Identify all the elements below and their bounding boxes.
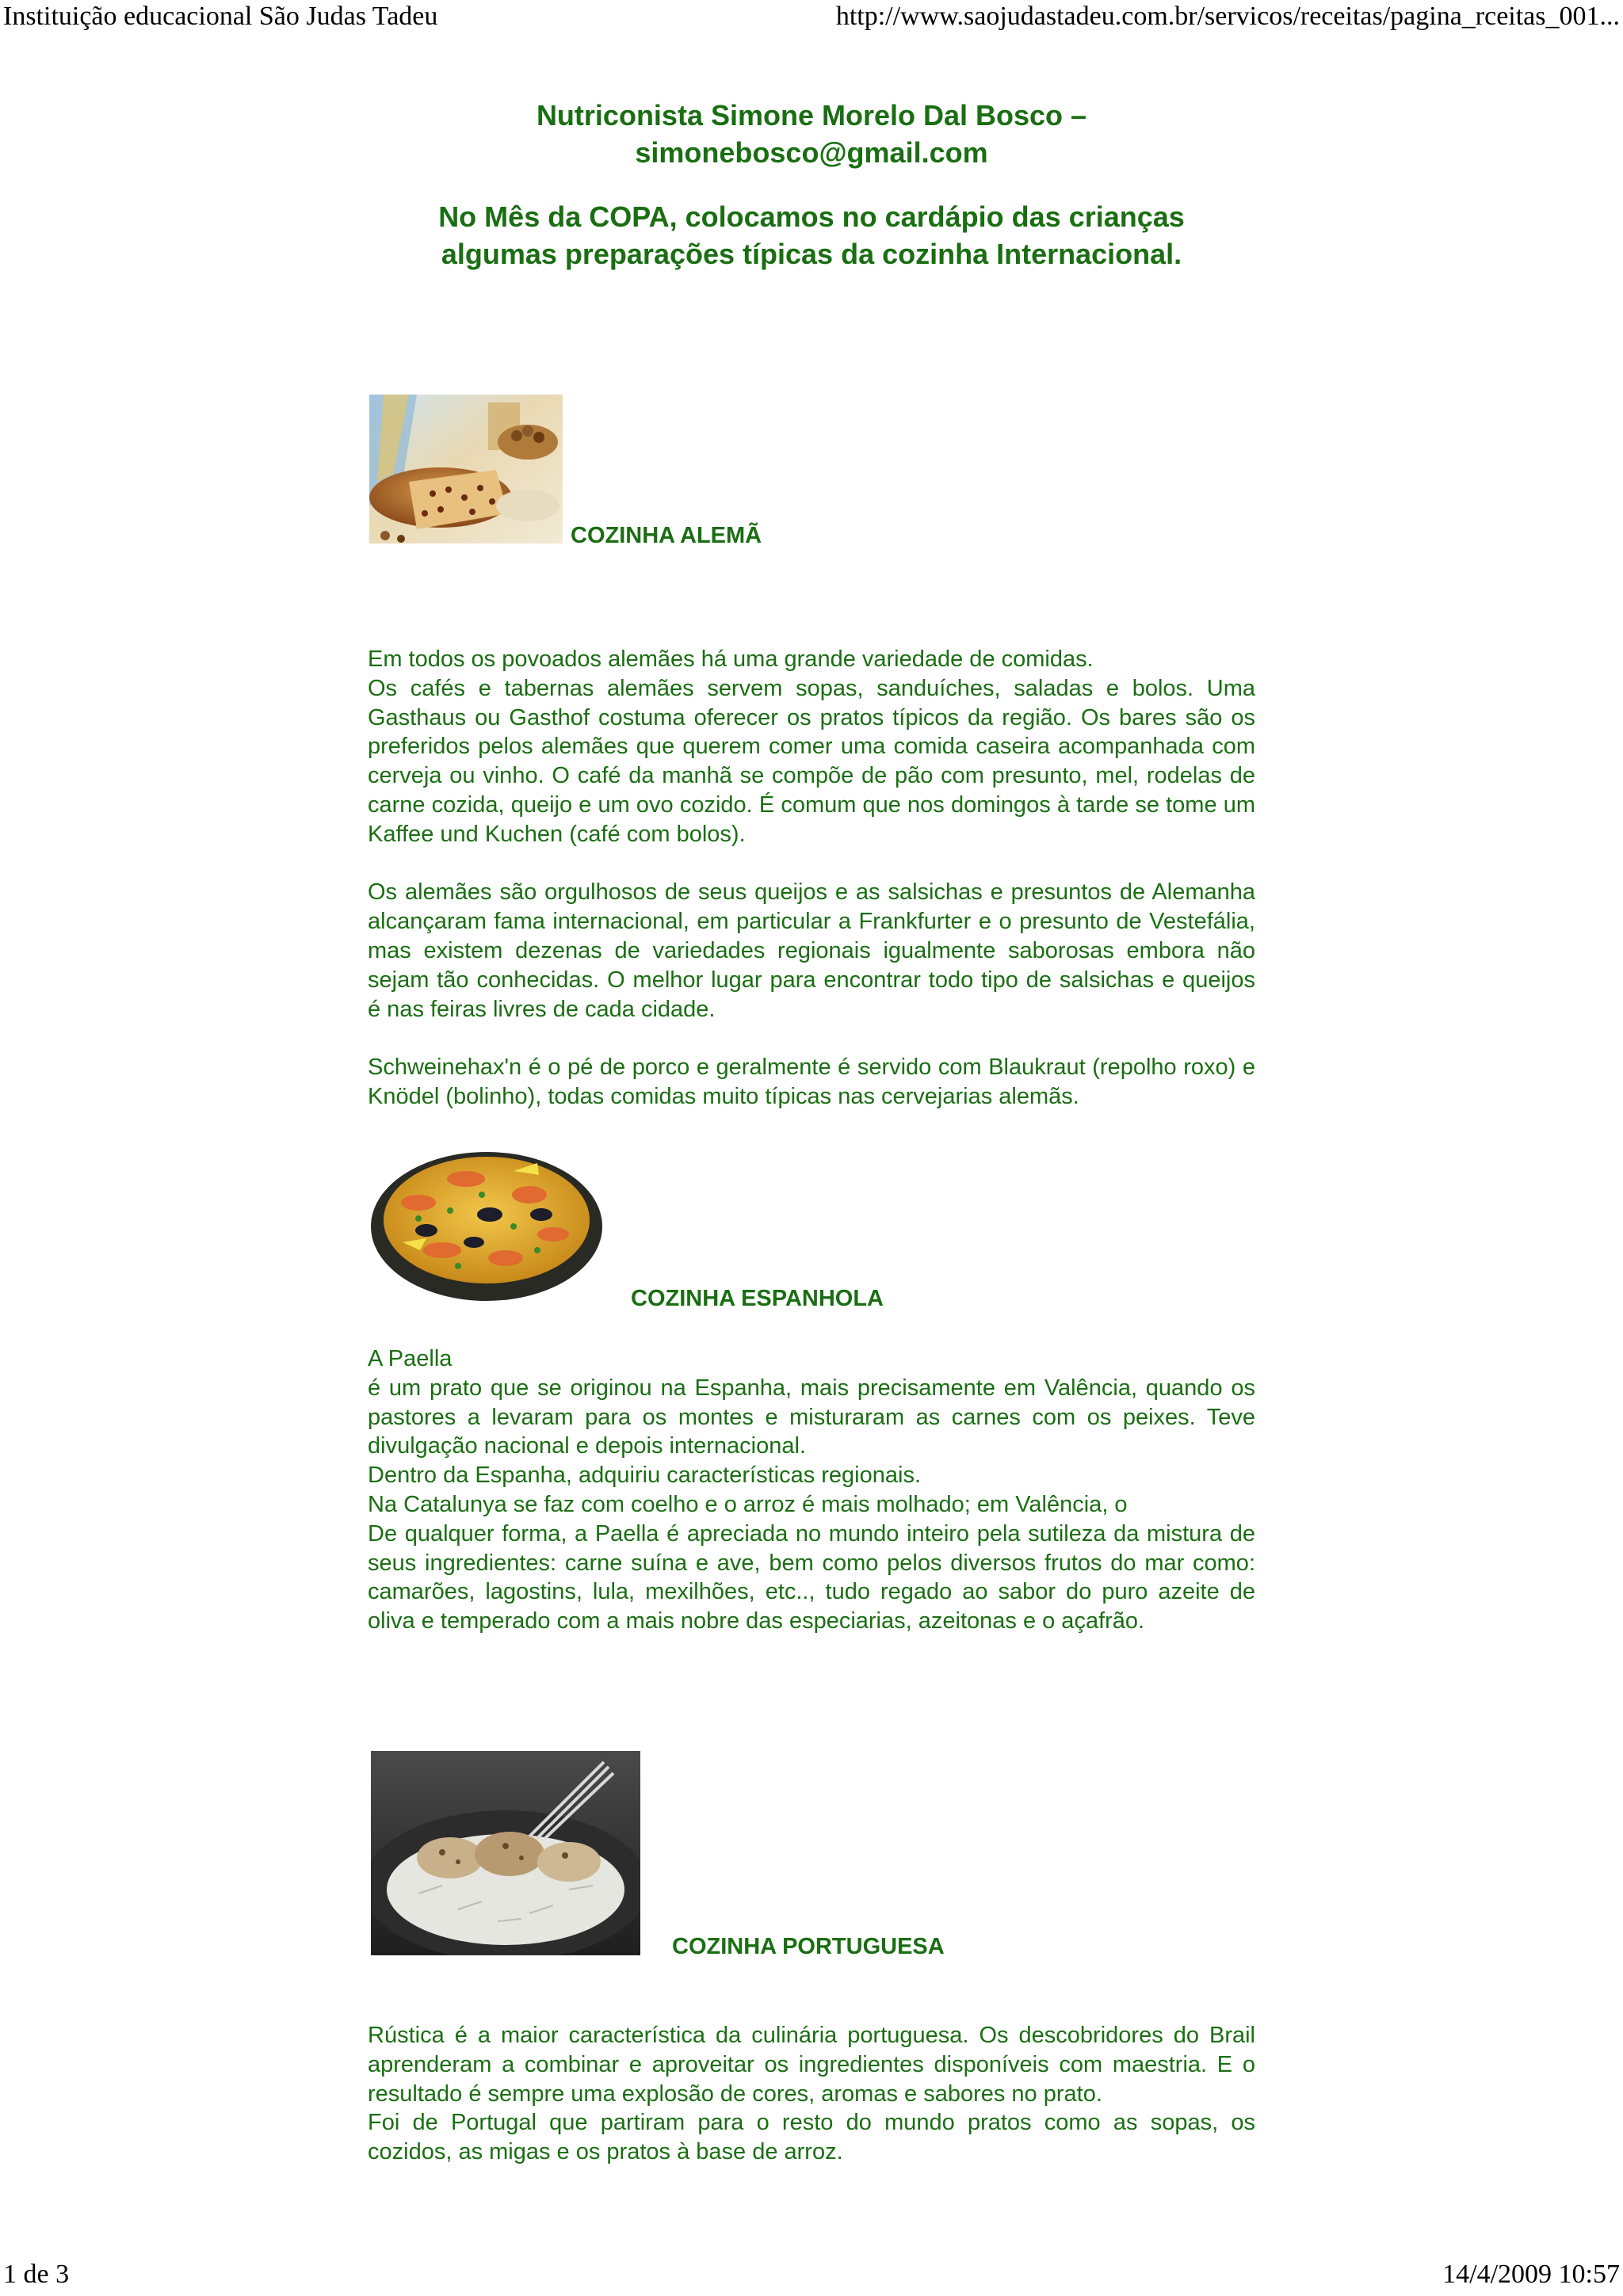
- site-name: Instituição educacional São Judas Tadeu: [3, 2, 438, 31]
- page-number: 1 de 3: [3, 2260, 70, 2289]
- section-title-portuguesa: COZINHA PORTUGUESA: [672, 1934, 945, 1959]
- print-footer: [0, 2260, 1623, 2291]
- print-datetime: 14/4/2009 10:57: [1442, 2260, 1620, 2289]
- german-food-photo: [369, 395, 563, 543]
- section-text-portuguesa: Rústica é a maior característica da culinária portuguesa. Os descobridores do Brail aprenderam a combinar e aproveitar os ingredientes disponíveis com maestria. E o resultado é sempre uma explosão de cores, aromas e sabores no prato. Foi de Portugal que partiram para o resto do mundo pratos como as sopas, os cozidos, as migas e os pratos à base de arroz.: [368, 2023, 1255, 2165]
- section-title-alema: COZINHA ALEMÃ: [571, 523, 762, 548]
- author-heading: [317, 97, 1306, 171]
- section-title-espanhola: COZINHA ESPANHOLA: [631, 1286, 884, 1311]
- author-email[interactable]: simonebosco@gmail.com: [635, 136, 988, 169]
- author-name: Nutriconista Simone Morelo Dal Bosco –: [536, 99, 1087, 132]
- section-text-alema: Em todos os povoados alemães há uma grande variedade de comidas. Os cafés e tabernas alemães servem sopas, sanduíches, saladas e bolos. Uma Gasthaus ou Gasthof costuma oferecer os pratos típicos da região. Os bares são os preferidos pelos alemães que querem comer uma comida caseira acompanhada com cerveja ou vinho. O café da manhã se compõe de pão com presunto, mel, rodelas de carne cozida, queijo e um ovo cozido. É comum que nos domingos à tarde se tome um Kaffee und Kuchen (café com bolos). Os alemães são orgulhosos de seus queijos e as salsichas e presuntos de Alemanha alcançaram fama internacional, em particular a Frankfurter e o presunto de Vestefália, mas existem dezenas de variedades regionais igualmente saborosas embora não sejam tão conhecidas. O melhor lugar para encontrar todo tipo de salsichas e queijos é nas feiras livres de cada cidade. Schweinehax'n é o pé de porco e geralmente é servido com Blaukraut (repolho roxo) e Knödel (bolinho), todas comidas muito típicas nas cervejarias alemãs.: [368, 646, 1255, 1109]
- section-text-espanhola: A Paella é um prato que se originou na Espanha, mais precisamente em Valência, quando os pastores a levaram para os montes e misturaram as carnes com os peixes. Teve divulgação nacional e depois internacional. Dentro da Espanha, adquiriu características regionais. Na Catalunya se faz com coelho e o arroz é mais molhado; em Valência, o De qualquer forma, a Paella é apreciada no mundo inteiro pela sutileza da mistura de seus ingredientes: carne suína e ave, bem como pelos diversos frutos do mar como: camarões, lagostins, lula, mexilhões, etc.., tudo regado ao sabor do puro azeite de oliva e temperado com a mais nobre das especiarias, azeitonas e o açafrão.: [368, 1346, 1255, 1634]
- paella-photo: [371, 1139, 602, 1301]
- page-url[interactable]: http://www.saojudastadeu.com.br/servicos/receitas/pagina_rceitas_001...: [835, 2, 1620, 31]
- print-header: [0, 2, 1623, 33]
- portuguese-dish-photo: [371, 1751, 640, 1955]
- page-headline: No Mês da COPA, colocamos no cardápio das crianças algumas preparações típicas da cozinha Internacional.: [438, 200, 1185, 270]
